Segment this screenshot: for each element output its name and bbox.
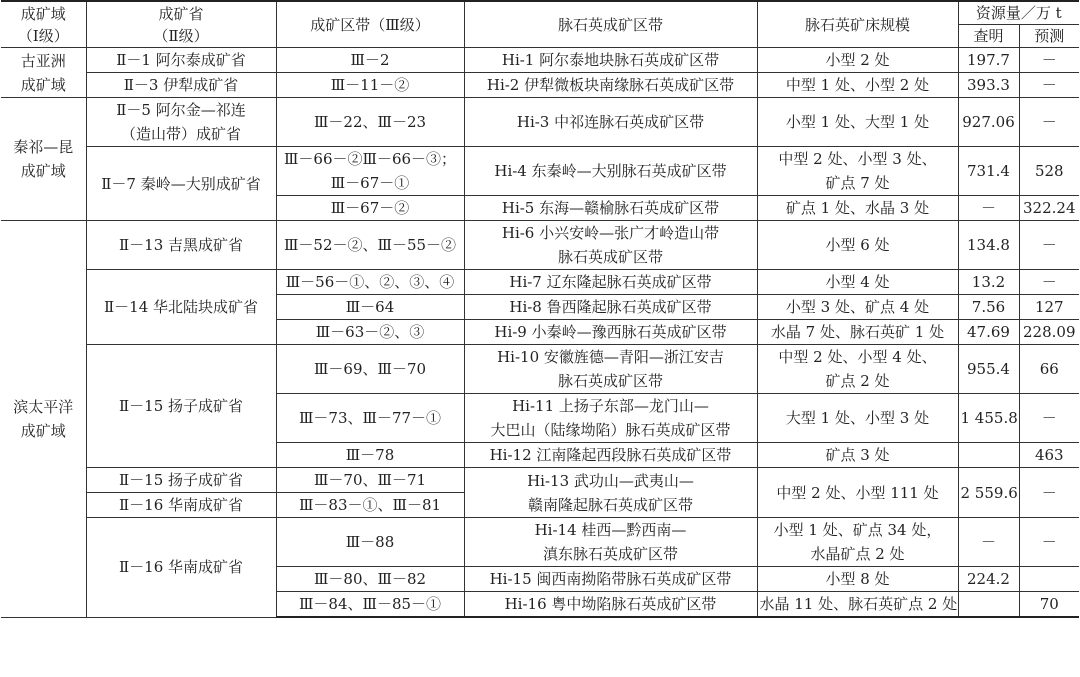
cell-quartz-zone-line: Hi-3 中祁连脉石英成矿区带 [516, 113, 705, 131]
cell-quartz-zone [464, 320, 757, 345]
table-row [1, 48, 1079, 73]
cell-predicted [1019, 394, 1079, 443]
cell-proven-line: 2 559.6 [960, 483, 1018, 502]
cell-predicted [1019, 270, 1079, 295]
cell-zone [276, 320, 464, 345]
cell-predicted [1019, 443, 1079, 468]
cell-quartz-zone-line: Hi-2 伊犁微板块南缘脉石英成矿区带 [486, 76, 735, 94]
table-row [1, 221, 1079, 270]
cell-deposit-scale-line: 小型 8 处 [825, 570, 890, 588]
cell-quartz-zone-line: 脉石英成矿区带 [557, 372, 663, 390]
header-resources: 资源量／万 t [958, 1, 1079, 25]
cell-province-line: Ⅱ－15 扬子成矿省 [118, 397, 244, 415]
cell-zone [276, 98, 464, 147]
cell-deposit-scale-line: 矿点 3 处 [825, 446, 890, 464]
cell-proven [958, 443, 1019, 468]
cell-quartz-zone [464, 518, 757, 567]
cell-quartz-zone-line: 脉石英成矿区带 [557, 248, 663, 266]
cell-deposit-scale [757, 98, 958, 147]
cell-quartz-zone [464, 196, 757, 221]
cell-deposit-scale [757, 196, 958, 221]
cell-zone-line: Ⅲ－80、Ⅲ－82 [313, 570, 427, 588]
cell-quartz-zone [464, 73, 757, 98]
mineral-resource-table [1, 0, 1079, 618]
cell-quartz-zone [464, 221, 757, 270]
cell-quartz-zone-line: Hi-11 上扬子东部—龙门山— [512, 397, 709, 415]
cell-predicted-line: 463 [1034, 446, 1064, 464]
cell-deposit-scale [757, 468, 958, 518]
cell-deposit-scale-line: 中型 2 处、小型 3 处、 [778, 150, 937, 168]
cell-proven-line: － [980, 533, 996, 551]
cell-domain-line: 滨太平洋 [13, 397, 74, 416]
cell-zone [276, 196, 464, 221]
cell-quartz-zone-line: Hi-1 阿尔泰地块脉石英成矿区带 [501, 51, 720, 69]
cell-quartz-zone-line: Hi-8 鲁西隆起脉石英成矿区带 [509, 298, 712, 316]
header-zone: 成矿区带（Ⅲ级） [276, 1, 464, 48]
cell-predicted-line: － [1041, 533, 1057, 551]
cell-predicted [1019, 468, 1079, 518]
cell-deposit-scale [757, 270, 958, 295]
table-row [1, 147, 1079, 196]
cell-quartz-zone [464, 468, 757, 518]
cell-domain-line: 秦祁—昆 [13, 138, 74, 156]
cell-proven-line: 134.8 [967, 236, 1010, 254]
cell-deposit-scale-line: 矿点 7 处 [825, 174, 890, 192]
cell-quartz-zone-line: Hi-9 小秦岭—豫西脉石英成矿区带 [494, 323, 727, 341]
cell-proven-line: － [980, 199, 996, 217]
cell-proven [958, 394, 1019, 443]
cell-zone-line: Ⅲ－63－②、③ [315, 323, 425, 341]
cell-predicted-line: － [1041, 51, 1057, 69]
cell-predicted-line: 127 [1034, 298, 1064, 316]
cell-quartz-zone-line: Hi-15 闽西南拗陷带脉石英成矿区带 [489, 570, 732, 588]
cell-deposit-scale [757, 295, 958, 320]
cell-deposit-scale-line: 水晶 11 处、脉石英矿点 2 处 [759, 595, 958, 613]
cell-province [86, 345, 276, 468]
cell-province [86, 468, 276, 493]
cell-predicted [1019, 345, 1079, 394]
table-row [1, 73, 1079, 98]
cell-predicted-line: － [1041, 113, 1057, 131]
cell-proven-line: 731.4 [967, 162, 1010, 180]
cell-predicted [1019, 48, 1079, 73]
cell-proven-line: 393.3 [967, 76, 1010, 94]
cell-province [86, 270, 276, 345]
cell-zone-line: Ⅲ－83－①、Ⅲ－81 [298, 496, 442, 514]
cell-quartz-zone-line: Hi-12 江南隆起西段脉石英成矿区带 [489, 446, 732, 464]
cell-zone [276, 73, 464, 98]
cell-deposit-scale-line: 小型 4 处 [825, 273, 890, 291]
cell-predicted [1019, 518, 1079, 567]
cell-predicted-line: 66 [1039, 360, 1059, 378]
cell-quartz-zone [464, 345, 757, 394]
header-row [1, 1, 1079, 25]
cell-predicted-line: － [1041, 409, 1057, 427]
cell-deposit-scale-line: 中型 1 处、小型 2 处 [785, 76, 930, 94]
cell-proven [958, 468, 1019, 518]
cell-province-line: Ⅱ－14 华北陆块成矿省 [103, 298, 259, 316]
cell-deposit-scale [757, 73, 958, 98]
cell-zone-line: Ⅲ－52－②、Ⅲ－55－② [283, 236, 457, 254]
cell-domain-line: 成矿域 [20, 421, 66, 440]
cell-deposit-scale [757, 147, 958, 196]
cell-predicted-line: － [1041, 236, 1057, 254]
cell-domain [1, 48, 86, 98]
cell-zone-line: Ⅲ－67－① [330, 174, 410, 192]
cell-proven [958, 270, 1019, 295]
cell-zone-line: Ⅲ－66－②Ⅲ－66－③； [283, 150, 457, 168]
table-body [1, 48, 1079, 618]
cell-quartz-zone [464, 592, 757, 618]
cell-deposit-scale-line: 矿点 1 处、水晶 3 处 [785, 199, 930, 217]
cell-predicted [1019, 295, 1079, 320]
cell-predicted [1019, 221, 1079, 270]
cell-zone-line: Ⅲ－70、Ⅲ－71 [313, 471, 427, 489]
cell-deposit-scale-line: 小型 1 处、矿点 34 处， [773, 521, 942, 539]
cell-quartz-zone-line: Hi-14 桂西—黔西南— [534, 521, 687, 539]
cell-domain [1, 98, 86, 221]
cell-predicted [1019, 147, 1079, 196]
cell-quartz-zone [464, 394, 757, 443]
cell-proven [958, 567, 1019, 592]
cell-proven [958, 196, 1019, 221]
cell-zone-line: Ⅲ－11－② [330, 76, 410, 94]
cell-quartz-zone [464, 295, 757, 320]
cell-predicted [1019, 73, 1079, 98]
cell-quartz-zone-line: Hi-13 武功山—武夷山— [527, 471, 694, 490]
cell-deposit-scale-line: 小型 6 处 [825, 236, 890, 254]
cell-quartz-zone-line: Hi-6 小兴安岭—张广才岭造山带 [501, 224, 720, 242]
cell-proven-line: 7.56 [971, 298, 1006, 316]
cell-province-line: Ⅱ－3 伊犁成矿省 [123, 76, 239, 94]
cell-proven [958, 295, 1019, 320]
cell-deposit-scale-line: 中型 2 处、小型 111 处 [776, 483, 939, 502]
cell-domain-line: 成矿域 [20, 75, 66, 94]
cell-province-line: Ⅱ－16 华南成矿省 [118, 558, 244, 577]
cell-predicted-line: 228.09 [1023, 323, 1076, 341]
cell-province-line: Ⅱ－7 秦岭—大别成矿省 [101, 174, 261, 193]
cell-zone [276, 221, 464, 270]
cell-province [86, 147, 276, 221]
cell-quartz-zone [464, 98, 757, 147]
cell-province-line: （造山带）成矿省 [120, 125, 241, 143]
cell-proven-line: 955.4 [967, 360, 1010, 378]
cell-quartz-zone-line: Hi-7 辽东隆起脉石英成矿区带 [509, 273, 712, 291]
cell-deposit-scale-line: 小型 2 处 [825, 51, 890, 69]
cell-proven-line: 927.06 [962, 113, 1015, 131]
cell-deposit-scale [757, 567, 958, 592]
header-deposit-scale: 脉石英矿床规模 [757, 1, 958, 48]
cell-province [86, 221, 276, 270]
cell-proven [958, 73, 1019, 98]
cell-quartz-zone-line: 滇东脉石英成矿区带 [542, 545, 678, 563]
cell-deposit-scale [757, 48, 958, 73]
cell-zone [276, 468, 464, 493]
header-domain: 成矿域 （Ⅰ级） [1, 1, 86, 48]
cell-zone [276, 592, 464, 618]
cell-deposit-scale-line: 水晶 7 处、脉石英矿 1 处 [770, 323, 945, 341]
cell-province [86, 518, 276, 618]
cell-zone-line: Ⅲ－2 [350, 51, 390, 69]
cell-proven-line: 1 455.8 [960, 409, 1018, 427]
cell-deposit-scale [757, 345, 958, 394]
cell-quartz-zone [464, 48, 757, 73]
cell-deposit-scale-line: 小型 1 处、大型 1 处 [785, 113, 930, 131]
cell-quartz-zone-line: Hi-4 东秦岭—大别脉石英成矿区带 [494, 162, 727, 180]
cell-domain-line: 成矿域 [20, 162, 66, 180]
cell-zone [276, 147, 464, 196]
cell-deposit-scale [757, 221, 958, 270]
cell-predicted-line: － [1041, 483, 1057, 502]
cell-proven-line: 224.2 [967, 570, 1010, 588]
header-predicted: 预测 [1019, 25, 1079, 48]
cell-province [86, 98, 276, 147]
cell-predicted-line: 70 [1039, 595, 1059, 613]
cell-proven [958, 518, 1019, 567]
cell-deposit-scale-line: 矿点 2 处 [825, 372, 890, 390]
cell-zone [276, 567, 464, 592]
cell-proven [958, 98, 1019, 147]
cell-deposit-scale [757, 592, 958, 618]
table-row [1, 98, 1079, 147]
table-row [1, 518, 1079, 567]
cell-zone-line: Ⅲ－84、Ⅲ－85－① [298, 595, 442, 613]
cell-quartz-zone-line: 赣南隆起脉石英成矿区带 [527, 495, 693, 514]
cell-zone [276, 518, 464, 567]
cell-zone-line: Ⅲ－56－①、②、③、④ [285, 273, 455, 291]
cell-predicted-line: － [1041, 273, 1057, 291]
cell-deposit-scale [757, 518, 958, 567]
cell-quartz-zone-line: Hi-10 安徽旌德—青阳—浙江安吉 [497, 348, 724, 366]
cell-zone [276, 493, 464, 518]
cell-zone [276, 443, 464, 468]
cell-predicted [1019, 98, 1079, 147]
cell-zone-line: Ⅲ－88 [345, 533, 395, 551]
table-row [1, 270, 1079, 295]
cell-quartz-zone [464, 443, 757, 468]
cell-zone [276, 345, 464, 394]
cell-predicted-line: 322.24 [1023, 199, 1076, 217]
cell-deposit-scale [757, 394, 958, 443]
cell-province-line: Ⅱ－1 阿尔泰成矿省 [116, 51, 246, 69]
cell-proven [958, 147, 1019, 196]
cell-predicted-line: － [1041, 76, 1057, 94]
cell-province [86, 48, 276, 73]
cell-zone [276, 295, 464, 320]
cell-quartz-zone [464, 567, 757, 592]
cell-predicted [1019, 567, 1079, 592]
cell-zone-line: Ⅲ－22、Ⅲ－23 [313, 113, 427, 131]
cell-predicted [1019, 196, 1079, 221]
cell-deposit-scale [757, 320, 958, 345]
cell-predicted-line: 528 [1034, 162, 1064, 180]
cell-proven [958, 48, 1019, 73]
cell-quartz-zone [464, 147, 757, 196]
table-row [1, 468, 1079, 493]
cell-province-line: Ⅱ－5 阿尔金—祁连 [116, 101, 246, 119]
cell-quartz-zone-line: 大巴山（陆缘坳陷）脉石英成矿区带 [490, 421, 731, 439]
cell-proven [958, 221, 1019, 270]
cell-deposit-scale-line: 水晶矿点 2 处 [810, 545, 905, 563]
cell-proven [958, 592, 1019, 618]
cell-deposit-scale-line: 大型 1 处、小型 3 处 [785, 409, 930, 427]
cell-province-line: Ⅱ－13 吉黑成矿省 [118, 236, 244, 254]
cell-proven-line: 47.69 [967, 323, 1010, 341]
header-province: 成矿省 （Ⅱ级） [86, 1, 276, 48]
cell-zone [276, 270, 464, 295]
cell-province [86, 73, 276, 98]
cell-quartz-zone-line: Hi-16 粤中坳陷脉石英成矿区带 [504, 595, 717, 613]
cell-zone [276, 394, 464, 443]
cell-domain-line: 古亚洲 [20, 51, 66, 70]
cell-zone-line: Ⅲ－73、Ⅲ－77－① [298, 409, 442, 427]
cell-province [86, 493, 276, 518]
cell-zone-line: Ⅲ－67－② [330, 199, 410, 217]
cell-zone-line: Ⅲ－69、Ⅲ－70 [313, 360, 427, 378]
cell-zone-line: Ⅲ－64 [345, 298, 395, 316]
header-quartz-zone: 脉石英成矿区带 [464, 1, 757, 48]
cell-zone [276, 48, 464, 73]
cell-proven [958, 345, 1019, 394]
header-proven: 查明 [958, 25, 1019, 48]
cell-proven-line: 197.7 [967, 51, 1010, 69]
cell-predicted [1019, 320, 1079, 345]
cell-zone-line: Ⅲ－78 [345, 446, 395, 464]
cell-domain [1, 221, 86, 618]
cell-province-line: Ⅱ－15 扬子成矿省 [118, 471, 244, 489]
cell-quartz-zone-line: Hi-5 东海—赣榆脉石英成矿区带 [501, 199, 720, 217]
cell-deposit-scale-line: 中型 2 处、小型 4 处、 [778, 348, 937, 366]
cell-province-line: Ⅱ－16 华南成矿省 [118, 496, 244, 514]
cell-predicted [1019, 592, 1079, 618]
cell-proven-line: 13.2 [971, 273, 1006, 291]
table-row [1, 345, 1079, 394]
cell-quartz-zone [464, 270, 757, 295]
cell-proven [958, 320, 1019, 345]
cell-deposit-scale-line: 小型 3 处、矿点 4 处 [785, 298, 930, 316]
cell-deposit-scale [757, 443, 958, 468]
